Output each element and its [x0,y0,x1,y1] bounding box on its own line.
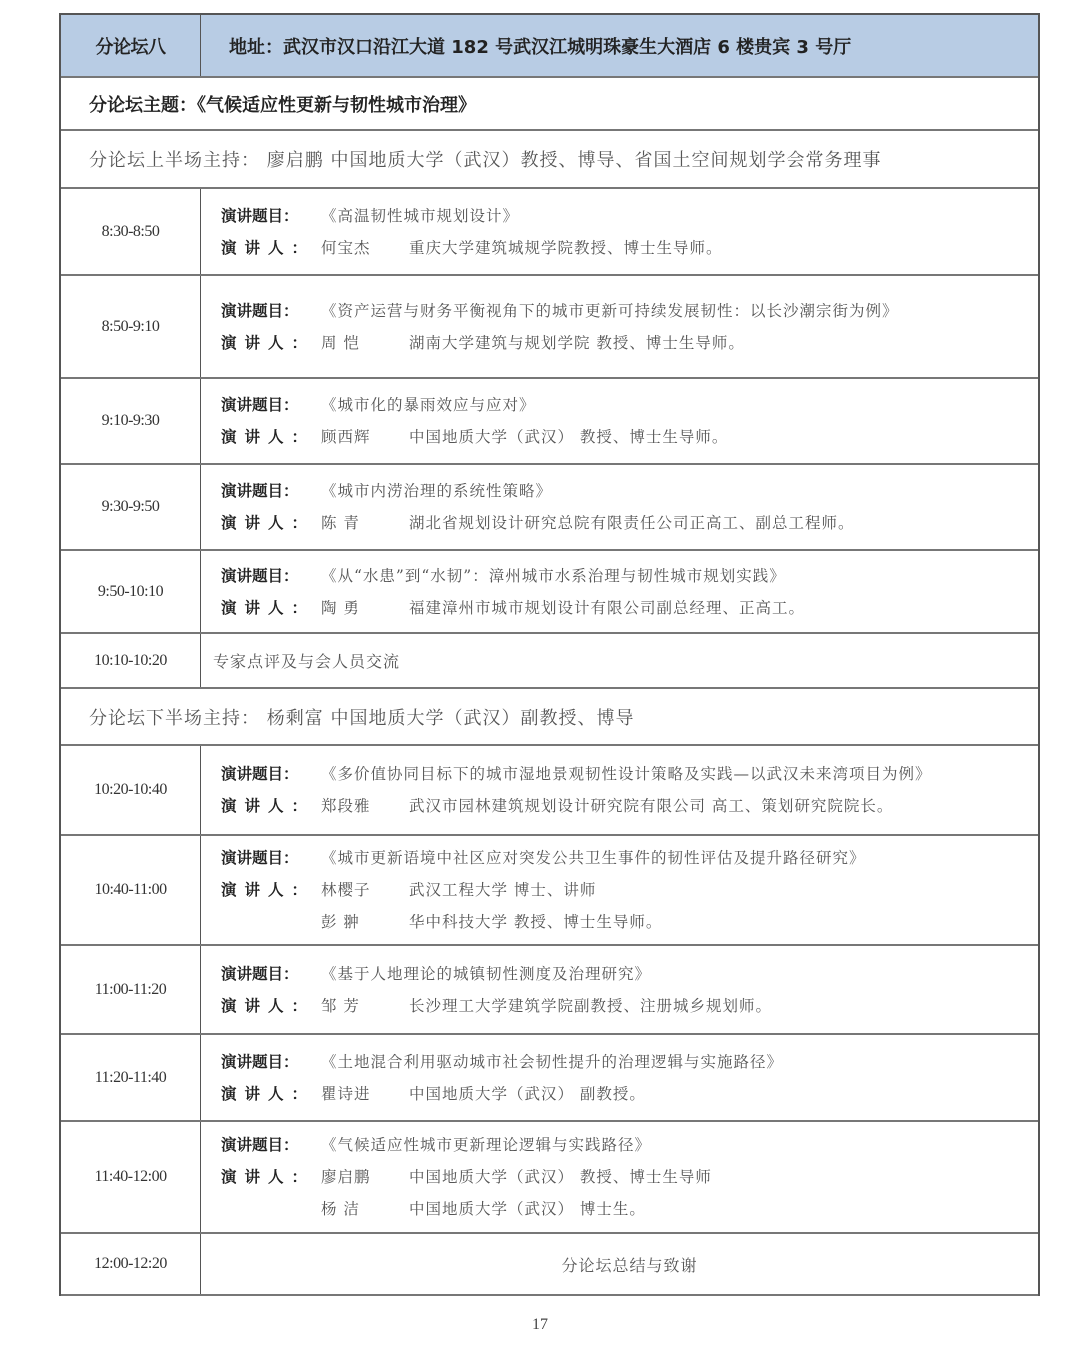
topic-line [221,1129,1038,1161]
topic-label: 演讲题目： [221,482,299,500]
speaker-title: 华中科技大学 教授、博士生导师。 [409,913,663,931]
speaker-name: 郑段雅 [321,797,371,815]
topic-line [221,560,1038,592]
topic-title: 《土地混合利用驱动城市社会韧性提升的治理逻辑与实施路径》 [321,1052,784,1071]
session-details [201,379,1038,463]
topic-label: 演讲题目： [221,396,299,414]
speaker-line [221,1078,1038,1110]
sessions-second-half [61,746,1038,1234]
session-details [201,189,1038,274]
session-time: 10:10-10:20 [61,634,201,687]
forum-name: 分论坛八 [61,15,201,76]
closing-row [61,1234,1038,1296]
session-row [61,276,1038,379]
speaker-line [221,906,1038,938]
session-row [61,379,1038,465]
speaker-line [221,1161,1038,1193]
speaker-line [221,592,1038,624]
topic-label: 演讲题目： [221,206,299,225]
session-time: 8:30-8:50 [61,189,201,274]
topic-title: 《从“水患”到“水韧”：漳州城市水系治理与韧性城市规划实践》 [321,566,786,585]
session-row [61,1122,1038,1234]
session-details [201,746,1038,834]
topic-title: 《城市内涝治理的系统性策略》 [321,482,553,500]
speaker-line [221,327,1038,359]
speaker-label: 演讲人： [221,598,316,617]
closing-text: 分论坛总结与致谢 [561,1255,698,1275]
speaker-line [221,790,1038,822]
sessions-first-half [61,189,1038,634]
topic-line [221,758,1038,790]
session-row [61,551,1038,634]
topic-label: 演讲题目： [221,301,299,320]
topic-label: 演讲题目： [221,765,299,783]
header-row [61,15,1038,78]
forum-address: 地址：武汉市汉口沿江大道 182 号武汉江城明珠豪生大酒店 6 楼贵宾 3 号厅 [229,36,852,58]
session-time: 11:20-11:40 [61,1035,201,1120]
speaker-label: 演讲人： [221,1084,316,1103]
topic-label: 演讲题目： [221,566,299,585]
topic-title: 《资产运营与财务平衡视角下的城市更新可持续发展韧性：以长沙潮宗街为例》 [321,301,899,320]
session-row [61,946,1038,1035]
speaker-title: 重庆大学建筑城规学院教授、博士生导师。 [409,238,723,257]
speaker-name: 顾西辉 [321,428,371,446]
speaker-line [221,232,1038,264]
session-details [201,276,1038,377]
topic-title: 《多价值协同目标下的城市湿地景观韧性设计策略及实践—以武汉未来湾项目为例》 [321,765,932,783]
speaker-label: 演讲人： [221,1168,316,1186]
session-row [61,746,1038,836]
speaker-title: 中国地质大学（武汉） 教授、博士生导师 [409,1168,712,1186]
topic-line [221,842,1038,874]
speaker-label: 演讲人： [221,333,316,352]
speaker-line [221,507,1038,539]
topic-title: 《城市化的暴雨效应与应对》 [321,396,536,414]
session-time: 9:30-9:50 [61,465,201,549]
topic-line [221,200,1038,232]
speaker-name: 何宝杰 [321,238,371,257]
speaker-line [221,421,1038,453]
break-row [61,634,1038,689]
speaker-name: 陶 勇 [321,598,360,617]
session-row [61,1035,1038,1122]
session-details [201,1035,1038,1120]
forum-theme: 分论坛主题：《气候适应性更新与韧性城市治理》 [61,78,1038,131]
speaker-title: 武汉工程大学 博士、讲师 [409,881,597,899]
session-details [201,551,1038,632]
session-details [201,836,1038,944]
speaker-line [221,1193,1038,1225]
speaker-line [221,990,1038,1022]
speaker-title: 中国地质大学（武汉） 博士生。 [409,1200,646,1218]
break-text: 专家点评及与会人员交流 [213,652,401,671]
session-time: 9:10-9:30 [61,379,201,463]
speaker-name: 周 恺 [321,333,360,352]
forum-schedule-table [59,13,1040,1296]
session-time: 10:40-11:00 [61,836,201,944]
speaker-name: 廖启鹏 [321,1168,371,1186]
speaker-line [221,874,1038,906]
speaker-label: 演讲人： [221,996,316,1015]
speaker-title: 湖南大学建筑与规划学院 教授、博士生导师。 [409,333,745,352]
topic-label: 演讲题目： [221,964,299,983]
session-details [201,465,1038,549]
speaker-title: 中国地质大学（武汉） 副教授。 [409,1084,646,1103]
session-row [61,465,1038,551]
session-row [61,189,1038,276]
speaker-label: 演讲人： [221,514,316,532]
host-second-half: 分论坛下半场主持： 杨剩富 中国地质大学（武汉）副教授、博导 [61,689,1038,746]
session-time: 9:50-10:10 [61,551,201,632]
speaker-title: 福建漳州市城市规划设计有限公司副总经理、正高工。 [409,598,806,617]
speaker-label: 演讲人： [221,428,316,446]
session-time: 11:00-11:20 [61,946,201,1033]
topic-title: 《城市更新语境中社区应对突发公共卫生事件的韧性评估及提升路径研究》 [321,849,866,867]
session-time: 8:50-9:10 [61,276,201,377]
speaker-name: 陈 青 [321,514,360,532]
session-time: 11:40-12:00 [61,1122,201,1232]
session-details [201,946,1038,1033]
topic-title: 《高温韧性城市规划设计》 [321,206,520,225]
session-time: 12:00-12:20 [61,1234,201,1294]
speaker-title: 长沙理工大学建筑学院副教授、注册城乡规划师。 [409,996,773,1015]
topic-label: 演讲题目： [221,849,299,867]
speaker-label: 演讲人： [221,881,316,899]
speaker-name: 邹 芳 [321,996,360,1015]
speaker-name: 彭 翀 [321,913,360,931]
topic-label: 演讲题目： [221,1136,299,1154]
speaker-title: 湖北省规划设计研究总院有限责任公司正高工、副总工程师。 [409,514,855,532]
speaker-label: 演讲人： [221,238,316,257]
host-first-half: 分论坛上半场主持： 廖启鹏 中国地质大学（武汉）教授、博导、省国土空间规划学会常务理事 [61,131,1038,189]
topic-line [221,389,1038,421]
topic-line [221,1046,1038,1078]
topic-title: 《基于人地理论的城镇韧性测度及治理研究》 [321,964,652,983]
topic-title: 《气候适应性城市更新理论逻辑与实践路径》 [321,1136,652,1154]
topic-line [221,475,1038,507]
speaker-name: 杨 洁 [321,1200,360,1218]
session-details [201,1122,1038,1232]
topic-line [221,958,1038,990]
speaker-title: 中国地质大学（武汉） 教授、博士生导师。 [409,428,729,446]
speaker-label: 演讲人： [221,797,316,815]
speaker-name: 瞿诗进 [321,1084,371,1103]
page-number: 17 [532,1316,548,1333]
speaker-title: 武汉市园林建筑规划设计研究院有限公司 高工、策划研究院院长。 [409,797,894,815]
topic-line [221,295,1038,327]
session-time: 10:20-10:40 [61,746,201,834]
speaker-name: 林樱子 [321,881,371,899]
session-row [61,836,1038,946]
topic-label: 演讲题目： [221,1052,299,1071]
